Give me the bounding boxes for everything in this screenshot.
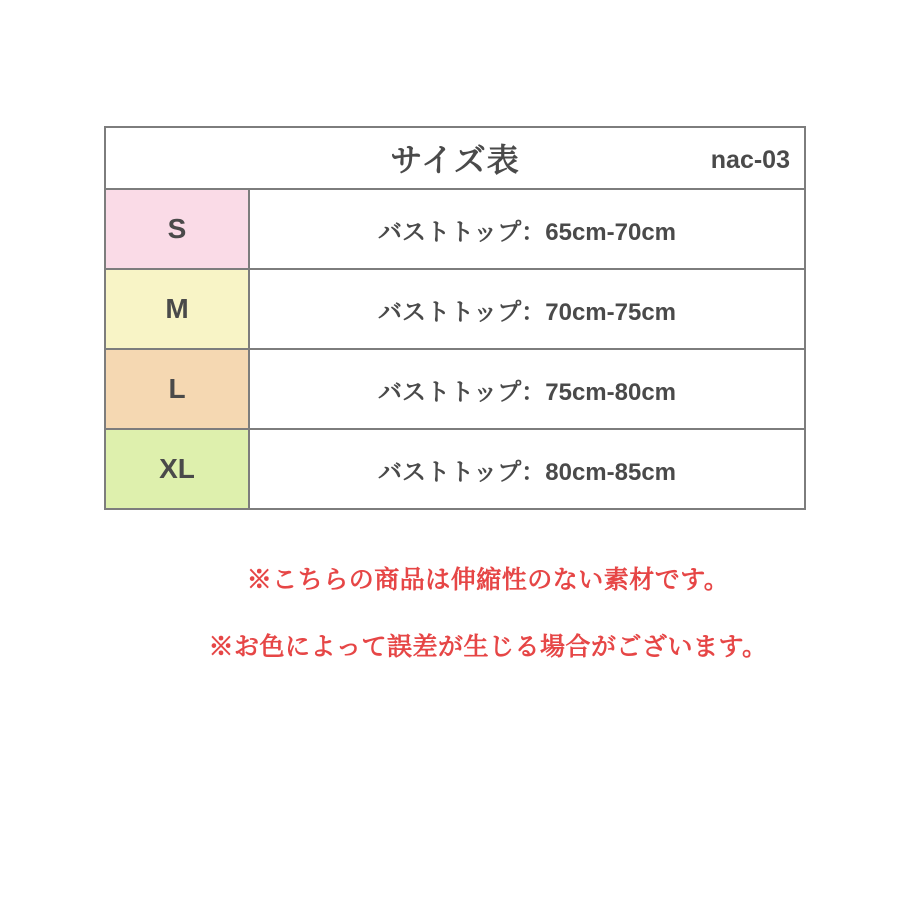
size-label-s: S <box>106 190 250 268</box>
size-label-l: L <box>106 350 250 428</box>
product-code: nac-03 <box>710 145 790 174</box>
measurement-xl: バストトップ：80cm-85cm <box>250 430 804 508</box>
note-material-stretch: ※こちらの商品は伸縮性のない素材です。 <box>246 566 730 594</box>
table-row-m <box>106 268 804 348</box>
size-label-m: M <box>106 270 250 348</box>
size-label-xl: XL <box>106 430 250 508</box>
size-table-header <box>106 128 804 188</box>
note-color-variance: ※お色によって誤差が生じる場合がございます。 <box>208 633 768 661</box>
table-row-s <box>106 188 804 268</box>
size-table-title: サイズ表 <box>390 142 520 178</box>
measurement-s: バストトップ：65cm-70cm <box>250 190 804 268</box>
measurement-m: バストトップ：70cm-75cm <box>250 270 804 348</box>
table-row-l <box>106 348 804 428</box>
table-row-xl <box>106 428 804 508</box>
size-table <box>104 126 806 510</box>
measurement-l: バストトップ：75cm-80cm <box>250 350 804 428</box>
